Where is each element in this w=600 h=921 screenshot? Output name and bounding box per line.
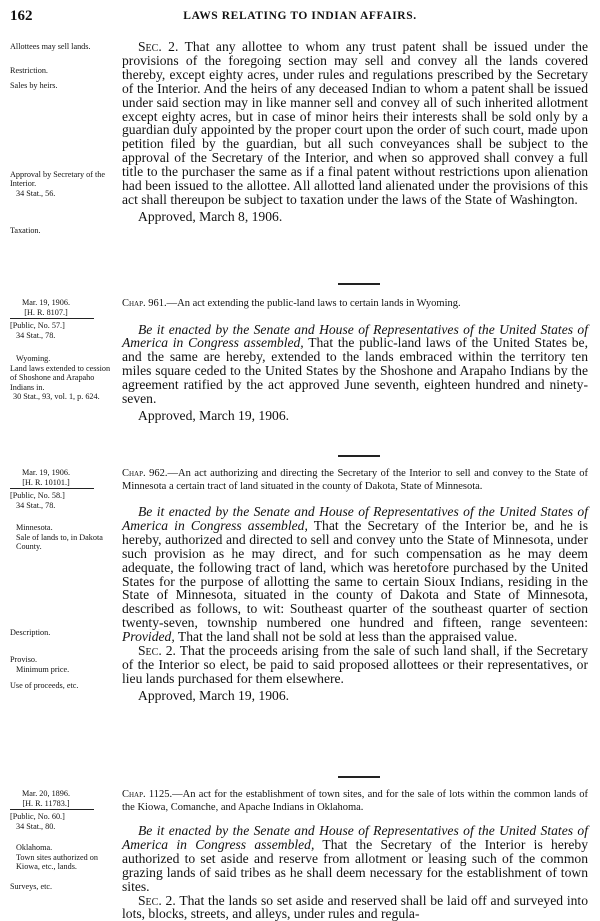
margin-notes-chap962 <box>10 468 118 691</box>
margin-divider <box>10 809 94 810</box>
margin-note-minimum-price: Minimum price. <box>16 664 70 674</box>
margin-notes-chap961 <box>10 298 118 402</box>
bill-number: [H. R. 11783.] <box>22 798 70 808</box>
chapter-label: Chap. 961. <box>122 298 167 309</box>
chapter-1125-body: That the Secretary of the Interior is hereby authorized to set aside and reserve from allotment or leasing such of the common grazing lands of said tribes as he shall deem necessary for the establishment of town sites. <box>122 836 588 894</box>
section-divider <box>338 776 380 778</box>
margin-note-sales-heirs: Sales by heirs. <box>10 81 58 90</box>
margin-note-wyoming: Wyoming. <box>16 354 51 363</box>
margin-note-minnesota: Minnesota. <box>16 523 53 532</box>
chapter-962-section-2 <box>122 644 588 686</box>
chapter-961-paragraph <box>122 323 588 406</box>
margin-notes-sec2 <box>10 42 118 236</box>
chapter-label: Chap. 1125. <box>122 789 173 800</box>
margin-note-land-laws: Land laws extended to cession of Shoshone and Arapaho Indians in. <box>10 363 111 392</box>
margin-note-restriction: Restriction. <box>10 65 48 75</box>
approval-line: Approved, March 8, 1906. <box>138 208 283 224</box>
running-title: LAWS RELATING TO INDIAN AFFAIRS. <box>183 10 417 22</box>
section-2-paragraph <box>122 40 588 207</box>
margin-note-surveys: Surveys, etc. <box>10 881 53 891</box>
statute-reference: 34 Stat., 78. <box>16 500 56 510</box>
page-number: 162 <box>10 8 33 24</box>
approval-date: Mar. 20, 1896. <box>22 789 70 798</box>
public-law-number: [Public, No. 58.] <box>10 491 65 500</box>
chapter-962-paragraph <box>122 505 588 644</box>
margin-note-use-of-proceeds: Use of proceeds, etc. <box>10 681 79 690</box>
margin-note-town-sites: Town sites authorized on Kiowa, etc., lands. <box>16 852 98 871</box>
bill-number: [H. R. 10101.] <box>22 477 70 487</box>
margin-note-proviso: Proviso. <box>10 655 38 664</box>
margin-note-description: Description. <box>10 627 51 637</box>
margin-note-oklahoma: Oklahoma. <box>16 843 53 852</box>
section-label: Sec. 2. <box>138 643 176 659</box>
chapter-title: —An act extending the public-land laws to certain lands in Wyoming. <box>166 298 461 309</box>
margin-note-taxation: Taxation. <box>10 226 41 235</box>
chapter-962-body-b: That the land shall not be sold at less than the appraised value. <box>177 629 518 645</box>
chapter-title: —An act authorizing and directing the Secretary of the Interior to sell and convey to the State of Minnesota a certain tract of land situated in the county of Dakota, State of Minnesota. <box>122 468 588 492</box>
margin-note-approval-ref: 34 Stat., 56. <box>16 188 56 198</box>
margin-divider <box>10 318 94 319</box>
chapter-1125-title <box>122 789 588 814</box>
section-2-body: That any allottee to whom any trust patent shall be issued under the provisions of the foregoing section may sell and convey all the lands covered thereby, except eighty acres, under rules and regulations prescribed by the Secretary of the Interior. And the heirs of any deceased Indian to whom a patent shall be issued under said section may in like manner sell and convey all of such inherited allotment except eighty acres, but in case of minor heirs their interests shall be sold only by a guardian duly appointed by the proper court upon the order of such court, made upon petition filed by the guardian, but all such conveyances shall be subject to the approval of the Secretary of the Interior, and when so approved shall convey a full title to the purchaser the same as if a final patent without restrictions upon alienation had been issued to the allottee. All allotted land alienated under the provisions of this act shall thereupon be subject to taxation under the laws of the State of Washington. <box>122 39 588 207</box>
margin-notes-chap1125 <box>10 789 118 891</box>
approval-date: Mar. 19, 1906. <box>22 468 70 477</box>
chapter-962-body-a: That the Secretary of the Interior be, and he is hereby, authorized and directed to sell and convey unto the State of Minnesota, under such provision as he may direct, and for such compensation as he may deem adequate, the following tract of land, which was heretofore purchased by the United States for the purpose of allotting the same to certain Sioux Indians, residing in the State of Minnesota, situated in the county of Dakota and State of Minnesota, described as follows, to wit: Southeast quarter of the southeast quarter of section twenty-seven, township numbered one hundred and fifteen, range seventeen: <box>122 517 588 631</box>
public-law-number: [Public, No. 57.] <box>10 321 65 330</box>
margin-note-sale-of-lands: Sale of lands to, in Dakota County. <box>16 532 103 551</box>
chapter-962 <box>122 468 588 703</box>
section-2-body: That the proceeds arising from the sale of such land shall, if the Secretary of the Interior so elect, be paid to said proposed allottees or their representatives, or lieu lands purchased for them elsewhere. <box>122 643 588 686</box>
chapter-961-body: That the public-land laws of the United States be, and the same are hereby, extended to the lands embraced within the territory ten miles square ceded to the United States by the Shoshone and Arapaho Indians by the agreement ratified by the act approved June seventh, eighteen hundred and ninety-seven. <box>122 335 588 407</box>
section-label: Sec. 2. <box>138 39 179 54</box>
margin-note-allottees: Allottees may sell lands. <box>10 42 91 51</box>
section-divider <box>338 283 380 285</box>
margin-note-approval: Approval by Secretary of the Interior. <box>10 169 106 188</box>
chapter-1125-paragraph <box>122 824 588 894</box>
enacting-clause: Be it enacted by the Senate and House of Representatives of the United States of America in Congress assembled, <box>122 504 588 533</box>
chapter-label: Chap. 962. <box>122 468 168 479</box>
section-label: Sec. 2. <box>138 892 176 908</box>
enacting-clause: Be it enacted by the Senate and House of Representatives of the United States of America in Congress assembled, <box>122 823 588 852</box>
chapter-1125-section-2 <box>122 894 588 921</box>
section-divider <box>338 455 380 457</box>
margin-note-statute-ref: 30 Stat., 93, vol. 1, p. 624. <box>13 392 100 401</box>
approval-line: Approved, March 19, 1906. <box>138 407 290 423</box>
approval-date: Mar. 19, 1906. <box>22 298 70 307</box>
chapter-961-title <box>122 298 588 311</box>
section-2-body: That the lands so set aside and reserved shall be laid off and surveyed into lots, blocks, streets, and alleys, under rules and regula- <box>122 892 588 921</box>
chapter-962-title <box>122 468 588 493</box>
page-header <box>10 8 590 28</box>
chapter-961 <box>122 298 588 423</box>
enacting-clause: Be it enacted by the Senate and House of Representatives of the United States of America in Congress assembled, <box>122 321 588 351</box>
chapter-title: —An act for the establishment of town sites, and for the sale of lots within the common lands of the Kiowa, Comanche, and Apache Indians in Oklahoma. <box>122 789 588 813</box>
chapter-1125 <box>122 789 588 921</box>
approval-line: Approved, March 19, 1906. <box>138 687 290 703</box>
public-law-number: [Public, No. 60.] <box>10 812 65 821</box>
proviso-word: Provided, <box>122 629 175 645</box>
statute-reference: 34 Stat., 80. <box>16 821 56 831</box>
bill-number: [H. R. 8107.] <box>24 307 68 317</box>
margin-divider <box>10 488 94 489</box>
statute-reference: 34 Stat., 78. <box>16 330 56 340</box>
section-2-text <box>122 40 588 224</box>
